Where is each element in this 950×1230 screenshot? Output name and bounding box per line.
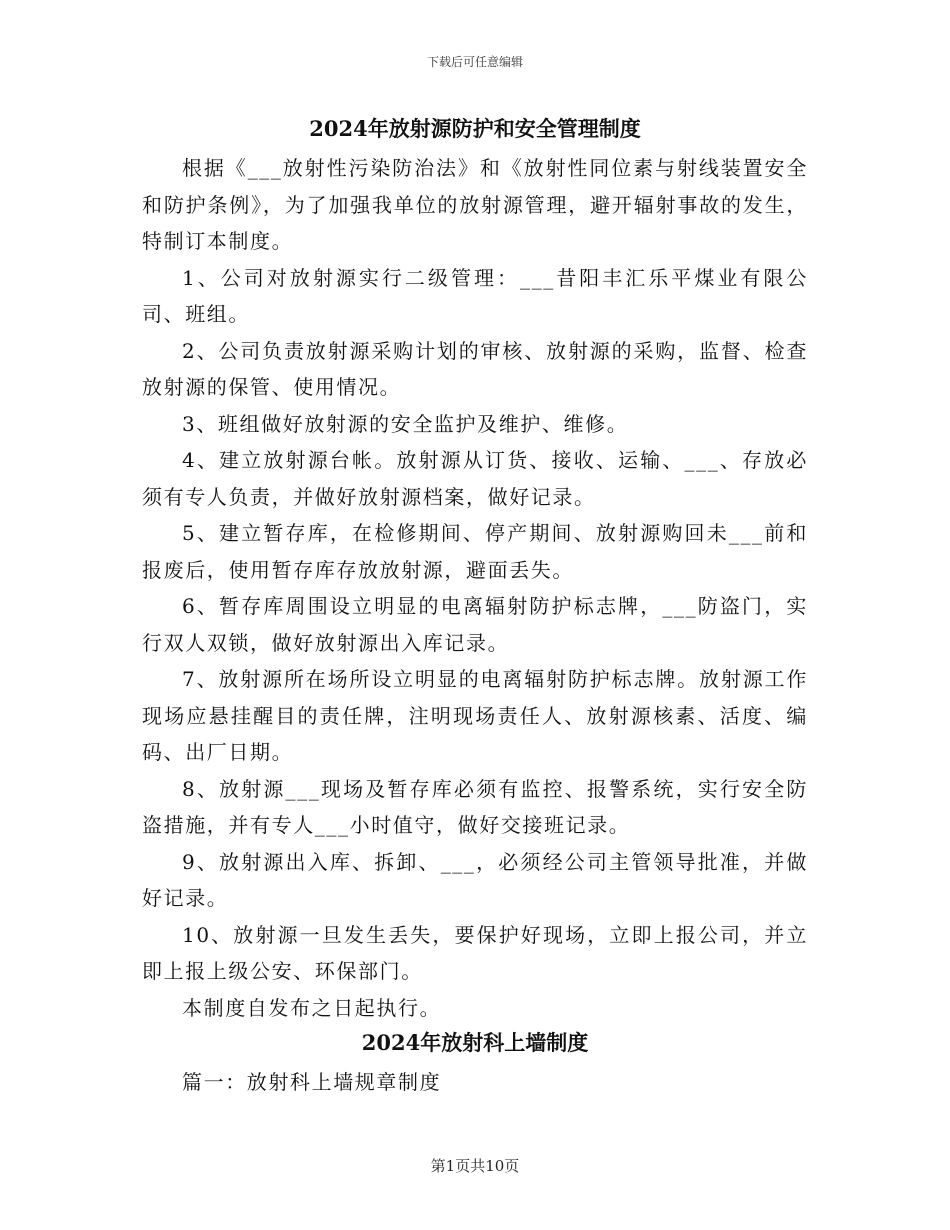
paragraph-item-3: 3、班组做好放射源的安全监护及维护、维修。 bbox=[182, 411, 629, 436]
paragraph-item-9: 9、放射源出入库、拆卸、___，必须经公司主管领导批准，并做好记录。 bbox=[142, 849, 808, 910]
paragraph-section-heading: 篇一：放射科上墙规章制度 bbox=[182, 1070, 442, 1094]
paragraph-closing: 本制度自发布之日起执行。 bbox=[182, 995, 442, 1020]
document-title: 2024年放射源防护和安全管理制度 bbox=[309, 116, 641, 141]
paragraph-item-2: 2、公司负责放射源采购计划的审核、放射源的采购，监督、检查放射源的保管、使用情况。 bbox=[142, 338, 808, 399]
paragraph-item-5: 5、建立暂存库，在检修期间、停产期间、放射源购回未___前和报废后，使用暂存库存放放射源，避面丢失。 bbox=[142, 521, 808, 582]
document-body bbox=[142, 112, 808, 1101]
page-header-note: 下载后可任意编辑 bbox=[426, 55, 523, 69]
paragraph-item-6: 6、暂存库周围设立明显的电离辐射防护标志牌，___防盗门，实行双人双锁，做好放射源出入库记录。 bbox=[142, 594, 808, 655]
paragraph-item-4: 4、建立放射源台帐。放射源从订货、接收、运输、___、存放必须有专人负责，并做好放射源档案，做好记录。 bbox=[142, 448, 808, 509]
page-number-footer: 第1页共10页 bbox=[430, 1157, 520, 1175]
paragraph-item-7: 7、放射源所在场所设立明显的电离辐射防护标志牌。放射源工作现场应悬挂醒目的责任牌，注明现场责任人、放射源核素、活度、编码、出厂日期。 bbox=[142, 667, 808, 764]
second-document-title: 2024年放射科上墙制度 bbox=[361, 1030, 589, 1055]
paragraph-intro: 根据《___放射性污染防治法》和《放射性同位素与射线装置安全和防护条例》，为了加强我单位的放射源管理，避开辐射事故的发生，特制订本制度。 bbox=[142, 156, 808, 253]
paragraph-item-1: 1、公司对放射源实行二级管理：___昔阳丰汇乐平煤业有限公司、班组。 bbox=[142, 265, 808, 326]
paragraph-item-8: 8、放射源___现场及暂存库必须有监控、报警系统，实行安全防盗措施，并有专人___小时值守，做好交接班记录。 bbox=[142, 776, 808, 837]
paragraph-item-10: 10、放射源一旦发生丢失，要保护好现场，立即上报公司，并立即上报上级公安、环保部门。 bbox=[142, 922, 808, 983]
